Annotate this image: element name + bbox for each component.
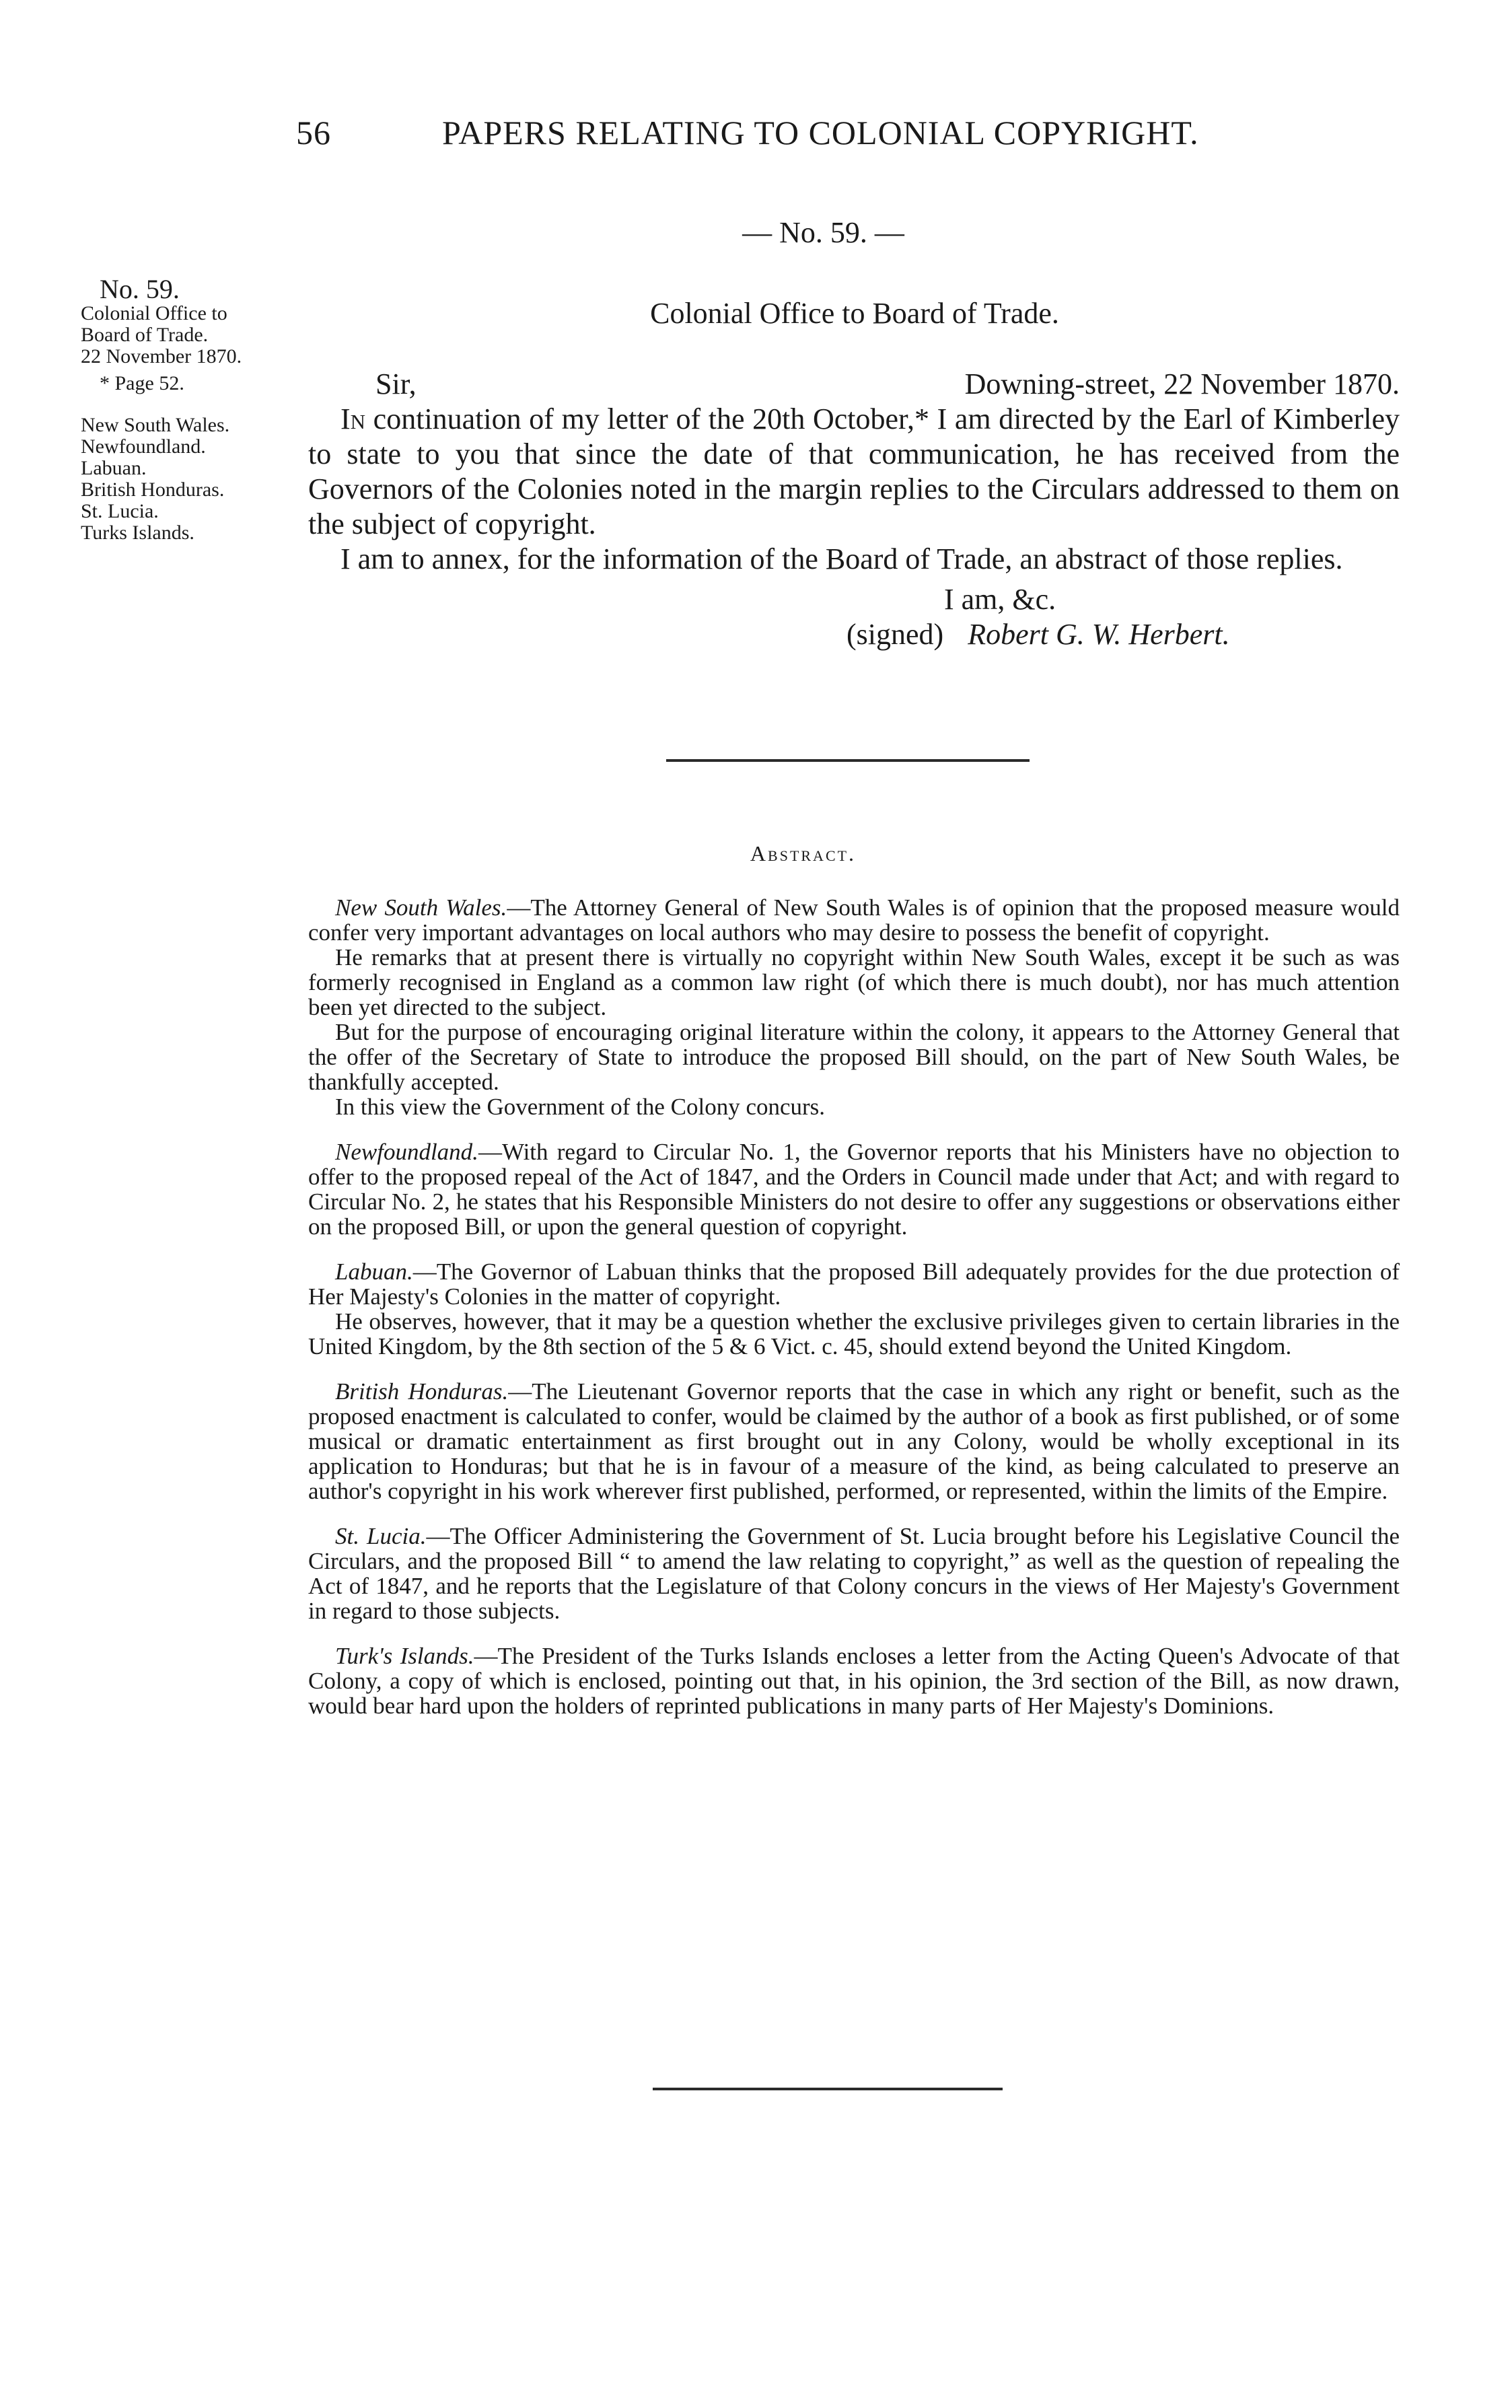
running-head	[296, 113, 1440, 152]
margin-notes	[81, 276, 310, 544]
margin-number: No. 59.	[100, 274, 180, 304]
signed-label: (signed)	[847, 618, 944, 651]
section-name: Labuan.	[335, 1259, 413, 1285]
signature-line	[308, 617, 1400, 652]
abstract-section-turks-islands: Turk's Islands.—The President of the Turks Islands encloses a letter from the Acting Queen's Advocate of that Colony, a copy of which is enclosed, pointing out that, in his opinion, the 3rd section of the Bill, as now drawn, would bear hard upon the holders of reprinted publications in many parts of Her Majesty's Dominions.	[308, 1643, 1400, 1719]
section-name: Turk's Islands.	[335, 1643, 474, 1669]
divider-rule	[653, 2088, 1003, 2090]
abstract-paragraph: He remarks that at present there is virtually no copyright within New South Wales, except it be such as was formerly recognised in England as a common law right (of which there is much doubt), nor has much attention been yet directed to the subject.	[308, 944, 1400, 1020]
document-number-heading: — No. 59. —	[742, 216, 904, 249]
divider-rule	[666, 759, 1030, 762]
margin-page-ref: * Page 52.	[100, 372, 184, 394]
section-name: St. Lucia.	[335, 1523, 427, 1549]
margin-colony: Turks Islands.	[81, 522, 194, 544]
section-name: British Honduras.	[335, 1378, 509, 1405]
margin-date: 22 November 1870.	[81, 345, 242, 367]
section-name: New South Wales.	[335, 894, 507, 921]
dateline: Downing-street, 22 November 1870.	[964, 367, 1400, 400]
complimentary-close: I am, &c.	[944, 583, 1056, 616]
abstract-section-new-south-wales: New South Wales.—The Attorney General of New South Wales is of opinion that the proposed measure would confer very important advantages on local authors who may desire to possess the benefit of copyright. He remarks that at present there is virtually no copyright within New South Wales, except it be such as was formerly recognised in England as a common law right (of which there is much doubt), nor has much attention been yet directed to the subject. But for the purpose of encouraging original literature within the colony, it appears to the Attorney General that the offer of the Secretary of State to introduce the proposed Bill should, on the part of New South Wales, be thankfully accepted. In this view the Government of the Colony concurs.	[308, 894, 1400, 1120]
letter-paragraph: I am to annex, for the information of the Board of Trade, an abstract of those replies.	[340, 542, 1343, 575]
abstract-section-labuan: Labuan.—The Governor of Labuan thinks that the proposed Bill adequately provides for the due protection of Her Majesty's Colonies in the matter of copyright. He observes, however, that it may be a question whether the exclusive privileges given to certain libraries in the United Kingdom, by the 8th section of the 5 & 6 Vict. c. 45, should extend beyond the United Kingdom.	[308, 1259, 1400, 1359]
margin-colony: Labuan.	[81, 457, 147, 479]
abstract-section-newfoundland: Newfoundland.—With regard to Circular No. 1, the Governor reports that his Ministers have no objection to offer to the proposed repeal of the Act of 1847, and the Orders in Council made under that Act; and with regard to Circular No. 2, he states that his Responsible Ministers do not desire to offer any suggestions or observations either on the proposed Bill, or upon the general question of copyright.	[308, 1139, 1400, 1240]
paragraph-lead: In	[340, 402, 366, 435]
page-number: 56	[296, 114, 331, 151]
letter-closing	[308, 582, 1400, 652]
abstract-body	[308, 895, 1400, 1738]
abstract-section-british-honduras: British Honduras.—The Lieutenant Governor reports that the case in which any right or benefit, such as the proposed enactment is calculated to confer, would be claimed by the author of a book as first published, or of some musical or dramatic entertainment as first brought out in any Colony, would be wholly exceptional in its application to Honduras; but that he is in favour of a measure of the kind, as being calculated to preserve an author's copyright in his work wherever first published, performed, or represented, within the limits of the Empire.	[308, 1378, 1400, 1504]
letter-body	[308, 367, 1400, 652]
signature: Robert G. W. Herbert.	[968, 618, 1230, 651]
margin-colony: New South Wales.	[81, 414, 230, 436]
letter-paragraph: In continuation of my letter of the 20th October,* I am directed by the Earl of Kimberley to state to you that since the date of that communication, he has received from the Governors of the Colonies noted in the margin replies to the Circulars addressed to them on the subject of copyright.	[308, 402, 1400, 540]
salutation-line	[308, 367, 1400, 402]
running-title: PAPERS RELATING TO COLONIAL COPYRIGHT.	[442, 114, 1199, 151]
margin-colony: British Honduras.	[81, 479, 225, 501]
margin-from-to-1: Colonial Office to	[81, 302, 227, 324]
document-title: Colonial Office to Board of Trade.	[650, 297, 1059, 330]
section-name: Newfoundland.	[335, 1139, 478, 1165]
abstract-heading: Abstract.	[750, 841, 857, 865]
margin-from-to-2: Board of Trade.	[81, 324, 209, 346]
margin-colony: St. Lucia.	[81, 500, 159, 522]
abstract-paragraph: But for the purpose of encouraging original literature within the colony, it appears to the Attorney General that the offer of the Secretary of State to introduce the proposed Bill should, on the part of New South Wales, be thankfully accepted.	[308, 1019, 1400, 1095]
salutation: Sir,	[375, 367, 417, 400]
abstract-paragraph: He observes, however, that it may be a question whether the exclusive privileges given to certain libraries in the United Kingdom, by the 8th section of the 5 & 6 Vict. c. 45, should extend beyond the United Kingdom.	[308, 1308, 1400, 1359]
abstract-paragraph: In this view the Government of the Colony concurs.	[335, 1094, 826, 1120]
abstract-section-st-lucia: St. Lucia.—The Officer Administering the Government of St. Lucia brought before his Legislative Council the Circulars, and the proposed Bill “ to amend the law relating to copyright,” as well as the question of repealing the Act of 1847, and he reports that the Legislature of that Colony concurs in the views of Her Majesty's Government in regard to those subjects.	[308, 1523, 1400, 1624]
margin-colony: Newfoundland.	[81, 435, 206, 458]
